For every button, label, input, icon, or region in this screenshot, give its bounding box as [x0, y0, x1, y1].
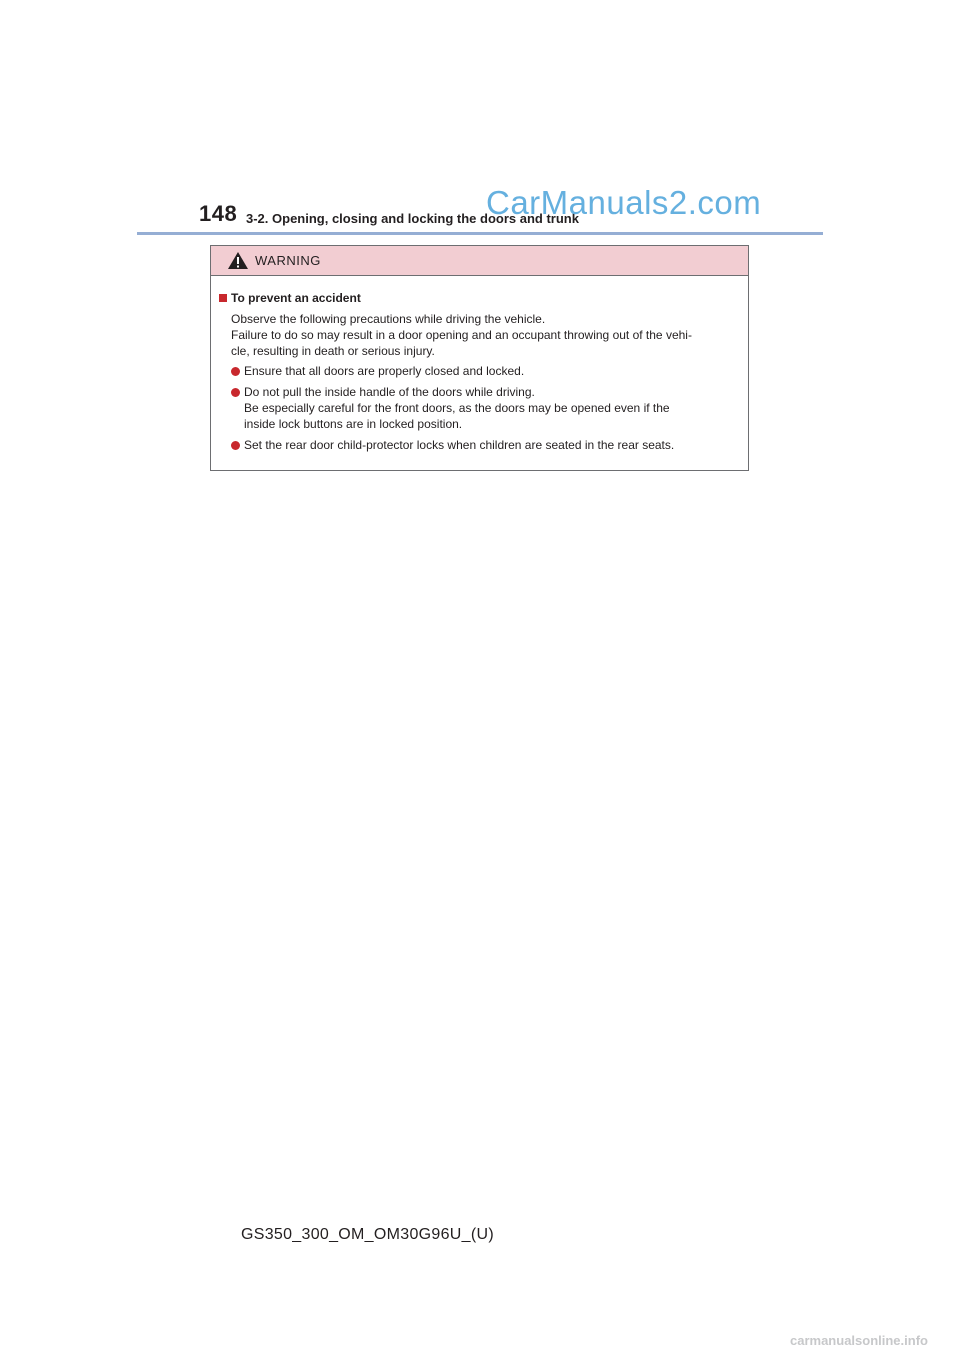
list-item-text [244, 384, 742, 432]
list-item-line: Set the rear door child-protector locks when children are seated in the rear seats. [244, 438, 675, 452]
list-item-line: inside lock buttons are in locked position. [244, 417, 463, 431]
warning-body [211, 276, 748, 453]
list-item-line: Be especially careful for the front doors, as the doors may be opened even if the [244, 401, 670, 415]
watermark-bottom[interactable]: carmanualsonline.info [790, 1333, 928, 1348]
intro-line: Observe the following precautions while driving the vehicle. [231, 312, 546, 326]
warning-triangle-icon [227, 251, 249, 270]
warning-header [211, 246, 748, 276]
intro-line: cle, resulting in death or serious injury. [231, 344, 435, 358]
header-rule [137, 232, 823, 235]
intro-line: Failure to do so may result in a door opening and an occupant throwing out of the vehi- [231, 328, 692, 342]
precaution-list [231, 363, 742, 453]
list-item [231, 363, 742, 379]
section-title: 3-2. Opening, closing and locking the doors and trunk [246, 211, 579, 226]
subheading-text: To prevent an accident [231, 291, 361, 305]
page-number: 148 [199, 201, 238, 226]
list-item [231, 384, 742, 432]
list-item-line: Do not pull the inside handle of the doors while driving. [244, 385, 535, 399]
subheading [219, 290, 742, 306]
list-item [231, 437, 742, 453]
dot-bullet-icon [231, 367, 240, 376]
list-item-text [244, 437, 742, 453]
dot-bullet-icon [231, 388, 240, 397]
list-item-line: Ensure that all doors are properly closed and locked. [244, 364, 525, 378]
dot-bullet-icon [231, 441, 240, 450]
warning-box [210, 245, 749, 471]
document-code: GS350_300_OM_OM30G96U_(U) [241, 1226, 494, 1243]
warning-label: WARNING [255, 253, 321, 268]
intro-paragraph [231, 311, 742, 359]
list-item-text [244, 363, 742, 379]
watermark-top[interactable]: CarManuals2.com [486, 184, 762, 221]
square-bullet-icon [219, 294, 227, 302]
